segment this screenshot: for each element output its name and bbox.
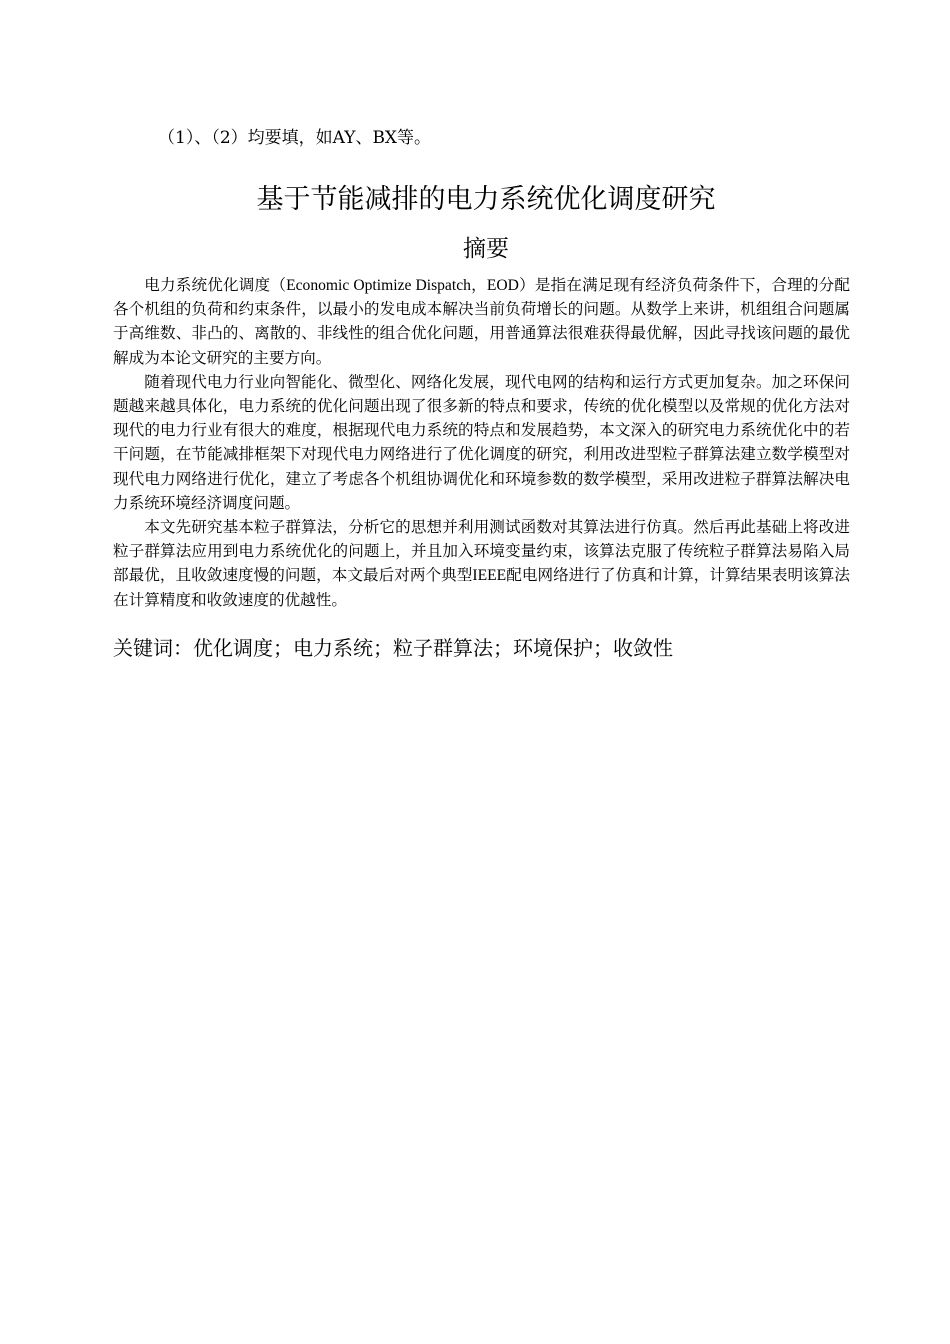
keywords-line: 关键词：优化调度；电力系统；粒子群算法；环境保护；收敛性 [113,636,673,660]
abstract-paragraph-1: 电力系统优化调度（Economic Optimize Dispatch，EOD）是指在满足现有经济负荷条件下，合理的分配各个机组的负荷和约束条件，以最小的发电成本解决当前负荷增长的问题。从数学上来讲，机组组合问题属于高维数、非凸的、离散的、非线性的组合优化问题，用普通算法很难获得最优解，因此寻找该问题的最优解成为本论文研究的主要方向。 [113,277,850,367]
abstract-paragraph-2: 随着现代电力行业向智能化、微型化、网络化发展，现代电网的结构和运行方式更加复杂。加之环保问题越来越具体化，电力系统的优化问题出现了很多新的特点和要求，传统的优化模型以及常规的优化方法对现代的电力行业有很大的难度，根据现代电力系统的特点和发展趋势，本文深入的研究电力系统优化中的若干问题，在节能减排框架下对现代电力网络进行了优化调度的研究，利用改进型粒子群算法建立数学模型对现代电力网络进行优化，建立了考虑各个机组协调优化和环境参数的数学模型，采用改进粒子群算法解决电力系统环境经济调度问题。 [113,373,850,512]
fill-in-note: （1）、（2）均要填，如AY、BX等。 [158,128,432,148]
paper-title: 基于节能减排的电力系统优化调度研究 [256,184,716,215]
abstract-heading: 摘要 [463,236,509,262]
abstract-paragraph-3: 本文先研究基本粒子群算法，分析它的思想并利用测试函数对其算法进行仿真。然后再此基础上将改进粒子群算法应用到电力系统优化的问题上，并且加入环境变量约束，该算法克服了传统粒子群算法易陷入局部最优，且收敛速度慢的问题，本文最后对两个典型IEEE配电网络进行了仿真和计算，计算结果表明该算法在计算精度和收敛速度的优越性。 [113,519,850,609]
abstract-body [113,274,850,613]
